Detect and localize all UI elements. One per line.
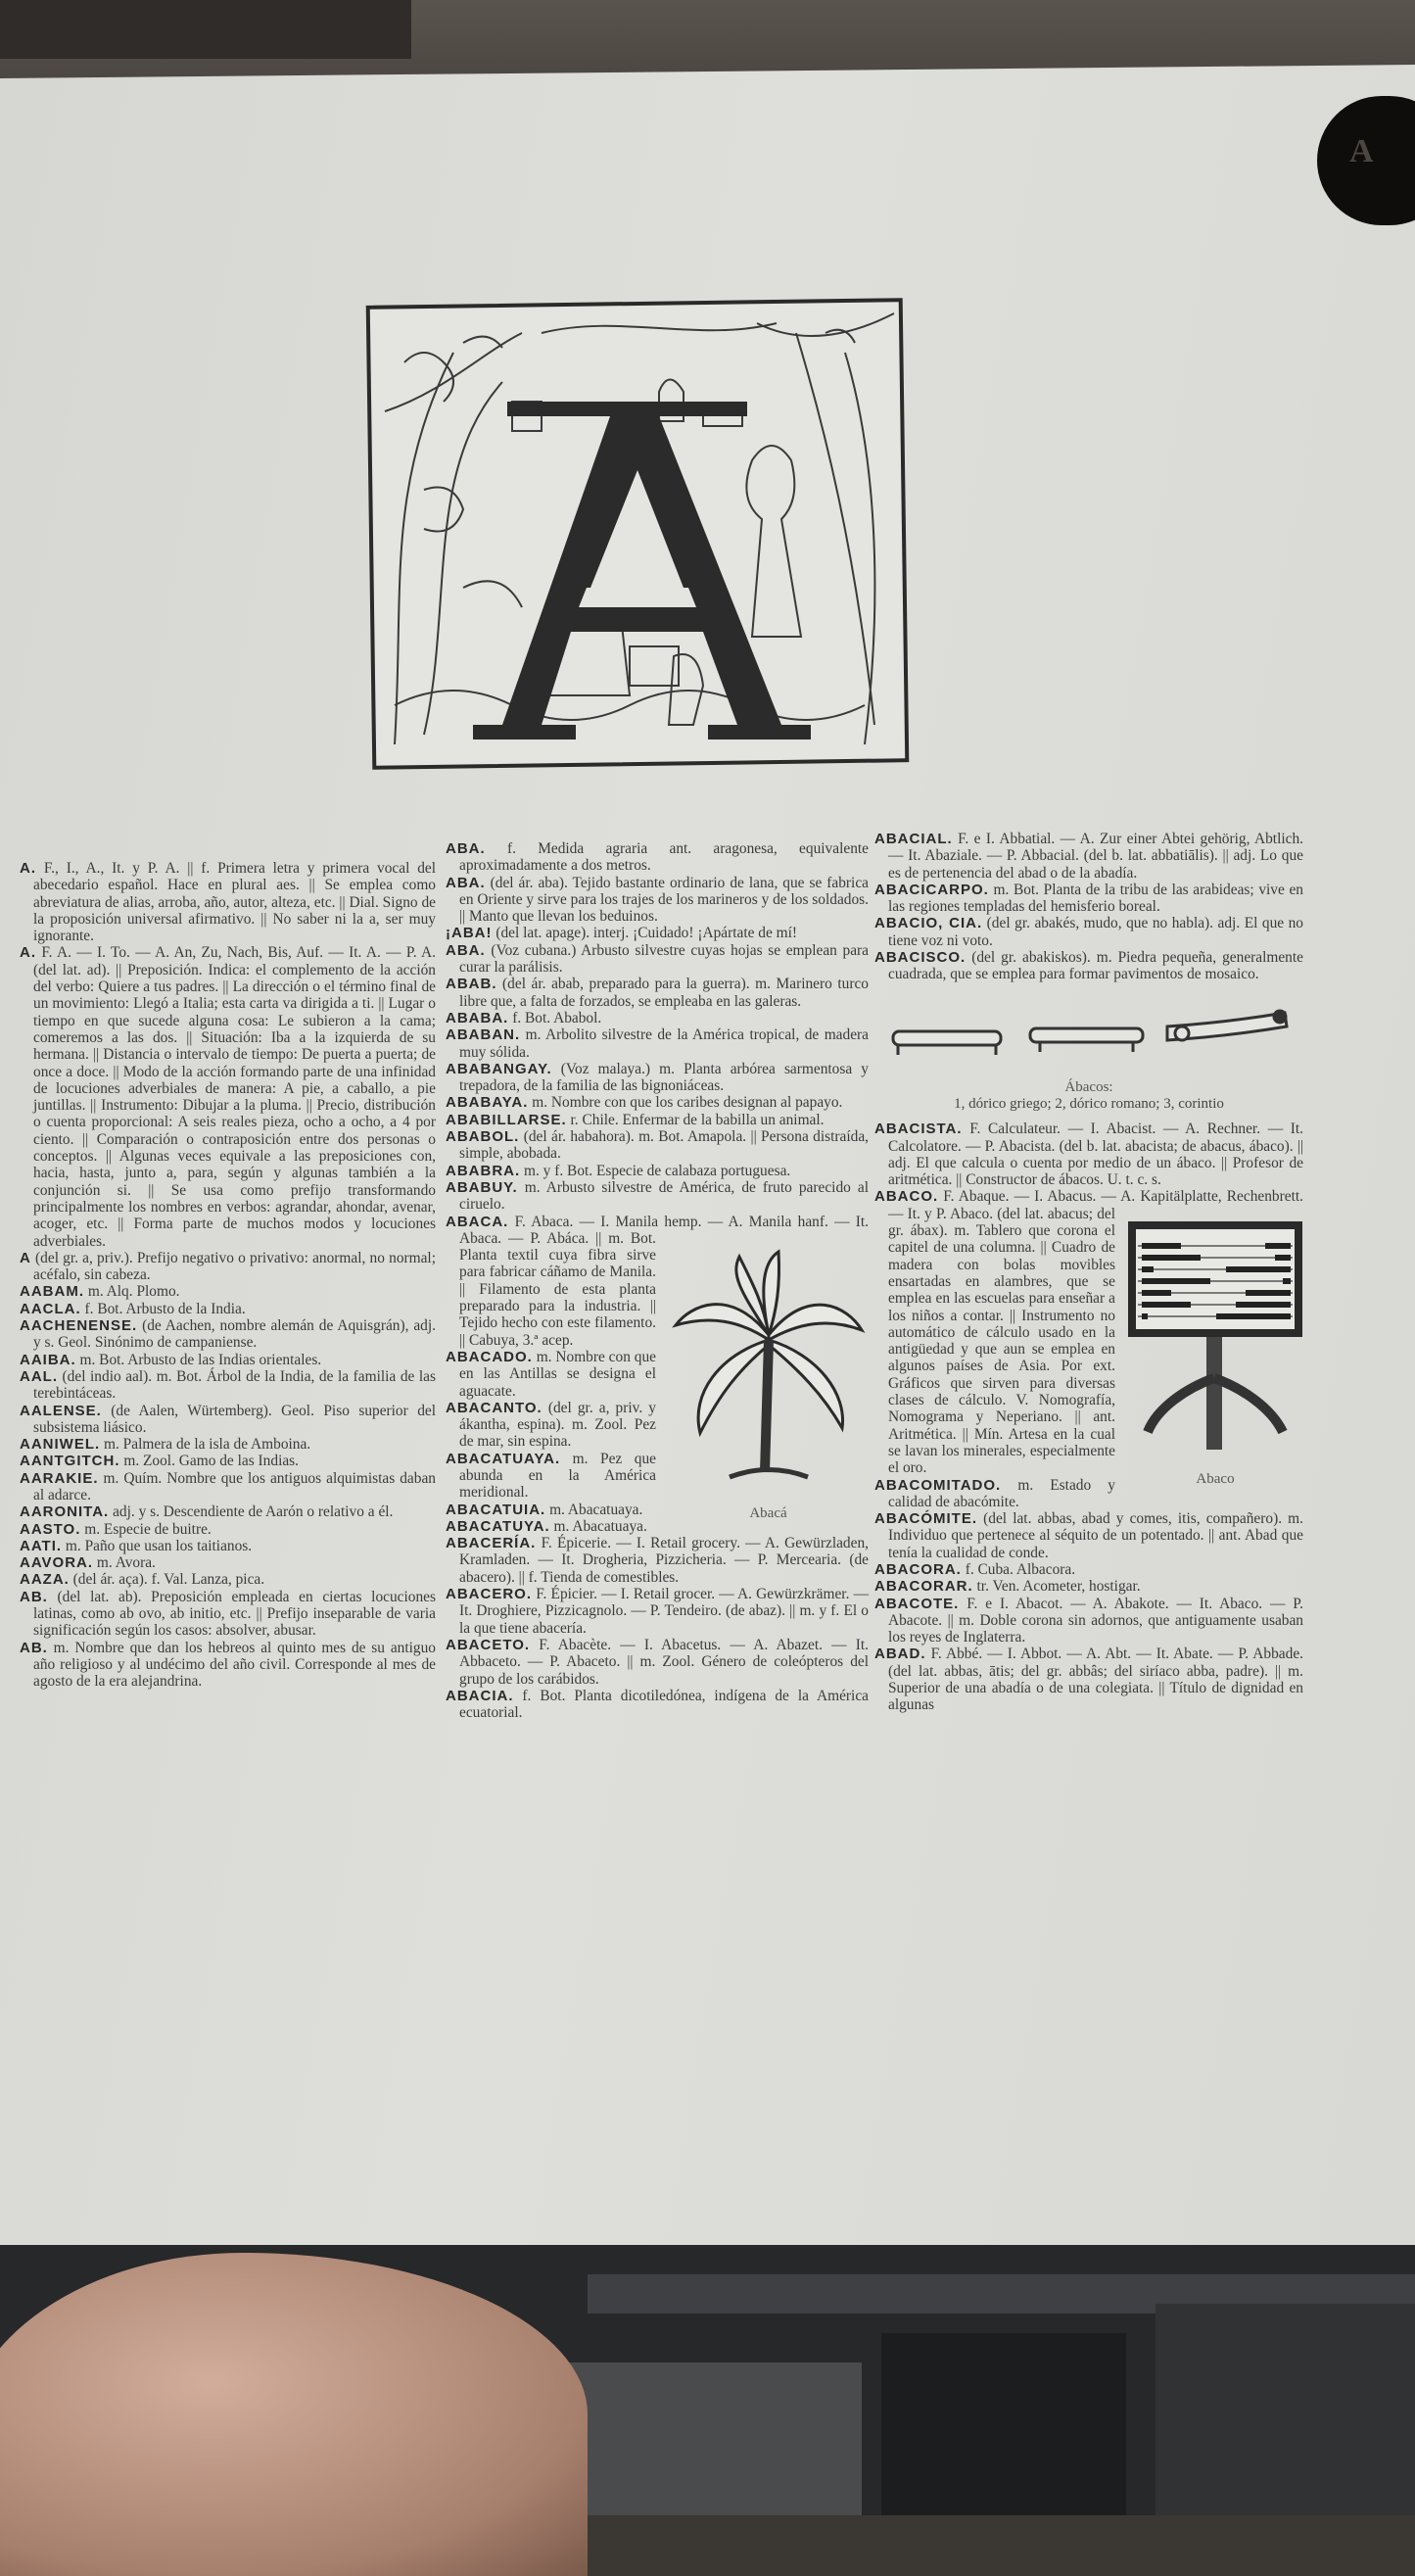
entry-headword: AAVORA. [20,1554,94,1572]
abacos-caption: Ábacos: [1064,1078,1113,1095]
entry-headword: ABACIA. [446,1687,514,1704]
entry-definition: (de Aachen, nombre alemán de Aquisgrán), adj. y s. Geol. Sinónimo de campaniense. [33,1317,436,1352]
entry-definition: F. A. — I. To. — A. An, Zu, Nach, Bis, Auf. — It. A. — P. A. (del lat. ad). || Preposición. Indica: el complemento de la acción del verbo: Quiere a tus padres. || La dirección o el término final de un movimiento: Llegó a Italia; esta carta va dirigida a ti. || Lugar o tiempo en que sucede alguna cosa: Le subieron a la cama; comeremos a las dos. || Situación: Iba a la izquierda de su hermana. || Distancia o intervalo de tiempo: De puerta a puerta; de once a doce. || Modo de la acción formando parte de una infinidad de locuciones adverbiales de manera: A pie, a caballo, a pie juntillas. || Instrumento: Dibujar a la pluma. || Precio, distribución o cuenta proporcional: A seis reales pieza, ocho a ocho, a 4 por ciento. || Comparación o contraposición entre dos personas o conceptos. || Algunas veces equivale a las preposiciones con, hacia, hasta, junto a, para, según y algunas también a la conjunción si. || Se usa como prefijo transformando principalmente los nombres en verbos: agrandar, ahondar, avenar, acoger, etc. || Forma parte de muchos modos y locuciones adverbiales. [33,944,436,1250]
entry-definition: r. Chile. Enfermar de la babilla un animal. [566,1111,825,1128]
dictionary-entry [446,875,869,926]
entry-headword: A [20,1249,31,1266]
dictionary-entry [20,1538,436,1554]
dictionary-entry [20,1283,436,1300]
entry-headword: ABACÓMITE. [874,1510,977,1528]
abaca-palm-illustration [671,1247,867,1502]
dictionary-entry [20,1453,436,1469]
entry-definition: (del lat. ab). Preposición empleada en ciertas locuciones latinas, como ab ovo, ab initio, etc. || Prefijo inseparable de varia significación según los casos: absolver, abusar. [33,1588,436,1640]
dictionary-entry [446,1010,869,1026]
dictionary-entry [20,1571,436,1588]
entry-headword: AAZA. [20,1571,70,1589]
entry-definition: tr. Ven. Acometer, hostigar. [972,1578,1141,1596]
entry-headword: AANIWEL. [20,1436,101,1454]
entry-headword: AARAKIE. [20,1469,99,1487]
dictionary-entry [446,1094,869,1111]
entry-definition: m. y f. Bot. Especie de calabaza portuguesa. [520,1162,791,1179]
dictionary-entry [446,1026,869,1061]
dictionary-entry [446,1112,869,1128]
dictionary-entry [874,1596,1303,1646]
entry-definition: f. Bot. Arbusto de la India. [80,1300,246,1317]
entry-headword: ABACOMITADO. [874,1476,1002,1494]
abacos-figure [874,983,1303,1121]
entry-definition: F. e I. Abbatial. — A. Zur einer Abtei gehörig, Abtlich. — It. Abaziale. — P. Abbacial. (del b. lat. abbatiālis). || adj. Lo que es de pertenencia del abad o de la abadía. [888,831,1303,882]
entry-definition: (del lat. abbas, abad y comes, itis, compañero). m. Individuo que pertenece al séquito de un potentado. || ant. Abad que tenía la cualidad de conde. [888,1510,1303,1561]
dictionary-entry [874,915,1303,949]
entry-definition: m. Pez que abunda en la América meridional. [459,1450,656,1502]
entry-definition: (del gr. abakés, mudo, que no habla). adj. El que no tiene voz ni voto. [888,915,1303,949]
column-1 [20,860,436,1691]
dictionary-entry [874,1121,1303,1188]
dictionary-entry [20,1301,436,1317]
entry-definition: m. Avora. [93,1554,156,1572]
entry-headword: AAL. [20,1367,58,1385]
entry-headword: ABACISCO. [874,949,967,967]
entry-definition: (del lat. apage). interj. ¡Cuidado! ¡Apártate de mí! [492,925,798,942]
dictionary-entry [446,976,869,1010]
entry-headword: ABACATUYA. [446,1517,550,1535]
dictionary-entry [20,1436,436,1453]
entry-headword: AASTO. [20,1520,81,1538]
entry-definition: m. Abacatuaya. [549,1517,647,1535]
entry-definition: f. Cuba. Albacora. [961,1560,1076,1578]
dictionary-entry [20,1503,436,1520]
entry-headword: A. [20,944,36,962]
dictionary-entry [20,1470,436,1504]
entry-definition: (del ár. habahora). m. Bot. Amapola. || Persona distraída, simple, abobada. [459,1128,869,1163]
dictionary-entry [20,1368,436,1403]
tab-letter: A [1349,133,1374,169]
entry-headword: ABABAN. [446,1026,521,1044]
entry-definition: (del ár. aça). f. Val. Lanza, pica. [69,1571,265,1589]
entry-definition: f. Bot. Planta dicotiledónea, indígena de la América ecuatorial. [459,1687,869,1722]
entry-headword: ABABANGAY. [446,1060,552,1077]
entry-headword: ABABOL. [446,1128,520,1146]
dictionary-entry [20,1521,436,1538]
entry-headword: ABACOTE. [874,1595,960,1612]
entry-definition: F. Abbé. — I. Abbot. — A. Abt. — It. Abate. — P. Abbade. (del lat. abbas, ātis; del gr. abbâs; del siríaco abba, padre). || m. Superior de una abadía o de una colegiata. || Título de dignidad en algunas [888,1646,1303,1714]
entry-definition: (del gr. abakiskos). m. Piedra pequeña, generalmente cuadrada, que se emplea para formar pavimentos de mosaico. [888,949,1303,983]
background-book [0,0,411,59]
entry-headword: AATI. [20,1537,63,1554]
books [548,2362,862,2515]
entry-headword: ABACADO. [446,1348,533,1365]
column-3 [874,831,1303,1714]
dictionary-entry [446,942,869,977]
entry-definition: (de Aalen, Würtemberg). Geol. Piso superior del subsistema liásico. [33,1402,436,1436]
entry-headword: AARONITA. [20,1503,110,1521]
dictionary-entry [874,831,1303,882]
entry-headword: AACLA. [20,1300,81,1317]
entry-headword: ABACIO, CIA. [874,915,983,932]
abaco-caption: Abaco [1196,1470,1235,1487]
dictionary-entry [446,840,869,875]
entry-definition: m. Nombre que dan los hebreos al quinto mes de su antiguo año religioso y al undécimo del año civil. Corresponde al mes de agosto de la era alejandrina. [33,1639,436,1691]
entry-headword: ABA. [446,941,486,959]
entry-headword: ABA. [446,874,486,891]
entry-definition: F. Épicerie. — I. Retail grocery. — A. Gewürzladen, Kramladen. — It. Drogheria, Pizzicheria. — P. Mercearia. (de abacero). || f. Tienda de comestibles. [459,1535,869,1586]
abaco-figure [1127,1221,1303,1488]
abaca-caption: Abacá [749,1504,787,1521]
entry-headword: A. [20,860,36,877]
column-2 [446,840,869,1721]
entry-definition: m. Bot. Planta de la tribu de las arabideas; vive en las regiones templadas del hemisferio boreal. [888,881,1303,916]
entry-definition: (del gr. a, priv. y ákantha, espina). m. Zool. Pez de mar, sin espina. [459,1399,656,1451]
dictionary-entry [446,1688,869,1722]
abaca-figure [668,1247,869,1523]
entry-headword: ABACERÍA. [446,1535,537,1552]
entry-headword: ABA. [446,840,486,857]
entry-headword: ¡ABA! [446,925,493,942]
entry-headword: ABABUY. [446,1178,518,1196]
entry-definition: F. Abaque. — I. Abacus. — A. Kapitälplatte, Rechenbrett. — It. y P. Abaco. (del lat. abacus; del gr. ábax). m. Tablero que corona el capitel de una columna. || Cuadro de madera con bolas movibles ensartadas en alambres, que se emplea en las escuelas para enseñar a los niños a contar. || Instrumento no automático de cálculo usado en la antigüedad y que aun se emplea en algunos países de Asia. Por ext. Gráficos que sirven para diversas clases de cálculo. V. Nomografía, Nomograma y Neperiano. || ant. Aritmética. || Mín. Artesa en la cual se lavan los minerales, especialmente el oro. [888,1188,1303,1477]
entry-definition: m. Abacatuaya. [545,1501,643,1518]
entry-definition: f. Medida agraria ant. aragonesa, equivalente aproximadamente a dos metros. [459,840,869,875]
dictionary-entry [874,949,1303,983]
dictionary-entry [20,1250,436,1284]
dictionary-entry [20,944,436,1249]
dictionary-entry [446,1535,869,1586]
dictionary-entry [20,1317,436,1352]
entry-headword: ABACO. [874,1188,939,1206]
entry-definition: m. Paño que usan los taitianos. [62,1537,253,1554]
entry-definition: m. Palmera de la isla de Amboina. [100,1436,311,1454]
entry-headword: ABACICARPO. [874,881,989,898]
entry-headword: AB. [20,1588,48,1605]
entry-headword: ABACIAL. [874,831,953,847]
entry-headword: ABABILLARSE. [446,1111,567,1128]
entry-definition: (del gr. a, priv.). Prefijo negativo o privativo: anormal, no normal; acéfalo, sin cabeza. [30,1249,436,1284]
dictionary-entry [874,1646,1303,1713]
entry-definition: m. Quím. Nombre que los antiguos alquimistas daban al adarce. [33,1469,436,1503]
dictionary-entry [20,1403,436,1437]
entry-headword: AACHENENSE. [20,1317,138,1335]
dictionary-entry [446,1637,869,1688]
entry-headword: ABACA. [446,1213,509,1230]
entry-definition: (del indio aal). m. Bot. Árbol de la India, de la familia de las terebintáceas. [33,1367,436,1403]
entry-definition: m. Zool. Gamo de las Indias. [119,1453,300,1470]
dictionary-entry [446,1179,869,1214]
entry-headword: ABABRA. [446,1162,521,1179]
dictionary-entry [874,1510,1303,1561]
entry-definition: m. Especie de buitre. [80,1520,212,1538]
entry-headword: AABAM. [20,1283,84,1301]
entry-definition: f. Bot. Ababol. [508,1009,602,1026]
abacos-illustration [883,1007,1295,1066]
dictionary-entry [446,1163,869,1179]
books [1156,2304,1415,2515]
entry-headword: ABACATUAYA. [446,1450,561,1467]
dictionary-entry [874,1561,1303,1578]
entry-headword: AB. [20,1639,48,1656]
dictionary-entry [446,1061,869,1095]
entry-definition: (Voz cubana.) Arbusto silvestre cuyas hojas se emplean para curar la parálisis. [459,941,869,977]
entry-definition: F. e I. Abacot. — A. Abakote. — It. Abaco. — P. Abacote. || m. Doble corona sin adornos, que antiguamente usaban los reyes de Inglaterra. [888,1595,1303,1646]
dictionary-entry [874,882,1303,916]
entry-headword: ABACORAR. [874,1578,973,1596]
entry-headword: ABABA. [446,1009,509,1026]
entry-headword: ABACERO. [446,1586,533,1603]
dictionary-entry [20,1554,436,1571]
entry-definition: (del ár. abab, preparado para la guerra). m. Marinero turco libre que, a falta de forzados, se empleaba en las galeras. [459,976,869,1010]
entry-definition: (Voz malaya.) m. Planta arbórea sarmentosa y trepadora, de la familia de las bignoniáceas. [459,1060,869,1095]
entry-headword: ABACANTO. [446,1399,542,1416]
entry-headword: ABABAYA. [446,1094,529,1112]
illuminated-initial-a [365,294,910,774]
entry-definition: F. Abacète. — I. Abacetus. — A. Abazet. — It. Abbaceto. — P. Abaceto. || m. Zool. Género de coleópteros del grupo de los carábidos. [459,1636,869,1688]
dictionary-entry [20,1352,436,1368]
entry-headword: AAIBA. [20,1351,76,1368]
dictionary-entry [20,860,436,944]
abacus-illustration [1128,1221,1302,1466]
entry-definition: F. Calculateur. — I. Abacist. — A. Rechner. — It. Calcolatore. — P. Abacista. (del b. lat. abacista; de abacus, ábaco). || adj. El que calcula o cuenta por medio de un ábaco. || Profesor de aritmética. || Constructor de ábacos. U. t. c. s. [888,1121,1303,1189]
dictionary-entry [446,1128,869,1163]
entry-definition: adj. y s. Descendiente de Aarón o relativo a él. [109,1503,394,1521]
entry-headword: AALENSE. [20,1402,102,1419]
dictionary-entry [874,1578,1303,1595]
entry-headword: ABAD. [874,1646,926,1663]
entry-definition: m. Arbolito silvestre de la América tropical, de madera muy sólida. [459,1026,869,1061]
dictionary-entry [446,1586,869,1637]
dictionary-entry [20,1640,436,1691]
entry-definition: m. Nombre con que los caribes designan al papayo. [528,1094,843,1112]
entry-headword: ABAB. [446,976,497,993]
entry-definition: F. Épicier. — I. Retail grocer. — A. Gewürzkrämer. — It. Droghiere, Pizzicagnolo. — P. Tendeiro. (de abaz). || m. y f. El o la que tiene abacería. [459,1586,869,1637]
abacos-legend: 1, dórico griego; 2, dórico romano; 3, corintio [954,1095,1224,1112]
entry-headword: ABACATUIA. [446,1501,546,1518]
entry-definition: m. Arbusto silvestre de América, de fruto parecido al ciruelo. [459,1178,869,1214]
entry-headword: ABACORA. [874,1560,962,1578]
entry-definition: m. Nombre con que en las Antillas se designa el aguacate. [459,1348,656,1400]
entry-definition: (del ár. aba). Tejido bastante ordinario de lana, que se fabrica en Oriente y sirve para los trajes de los marineros y de los soldados. || Manto que llevan los beduinos. [459,874,870,926]
entry-headword: ABACISTA. [874,1121,963,1138]
entry-headword: ABACETO. [446,1636,531,1653]
entry-definition: m. Alq. Plomo. [84,1283,180,1301]
entry-definition: F. Abaca. — I. Manila hemp. — A. Manila hanf. — It. Abaca. — P. Abáca. || m. Bot. Planta textil cuya fibra sirve para fabricar cáñamo de Manila. || Filamento de esta planta preparado para la industria. || Tejido hecho con este filamento. || Cabuya, 3.ª acep. [459,1213,869,1349]
entry-definition: m. Bot. Arbusto de las Indias orientales. [75,1351,322,1368]
entry-definition: F., I., A., It. y P. A. || f. Primera letra y primera vocal del abecedario español. Hace en plural aes. || Se emplea como abreviatura de alias, arroba, año, autor, alteza, etc. || Dial. Signo de la proposición universal afirmativo. || No saber ni la a, ser muy ignorante. [33,860,436,945]
entry-headword: AANTGITCH. [20,1453,120,1470]
books [881,2333,1126,2515]
entry-definition: m. Estado y calidad de abacómite. [888,1476,1115,1510]
dictionary-entry [20,1589,436,1640]
dictionary-entry [446,925,869,941]
